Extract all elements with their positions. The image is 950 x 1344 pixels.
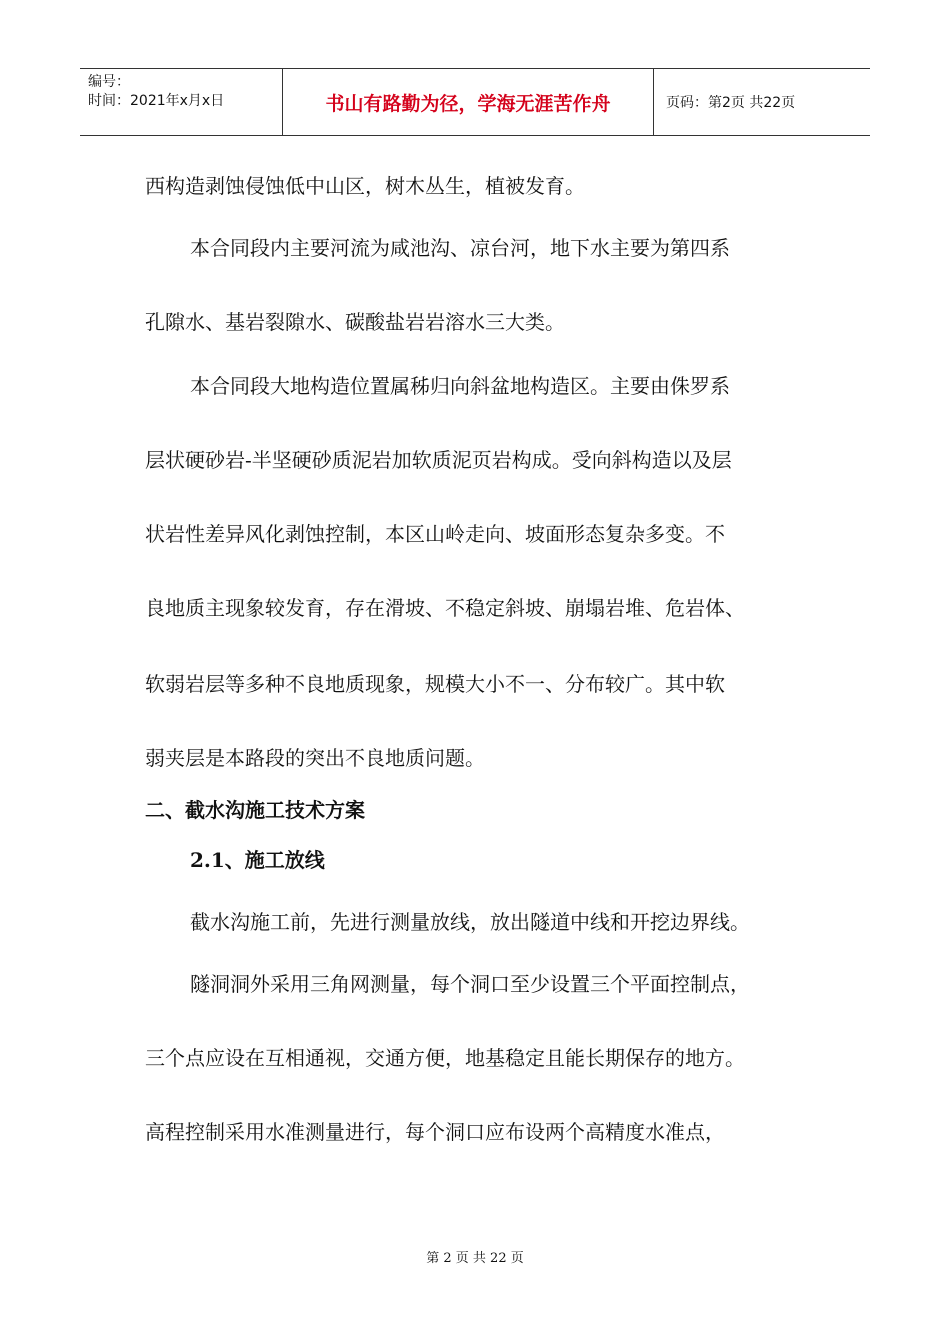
- page-header: [80, 68, 870, 136]
- paragraph-line: 截水沟施工前，先进行测量放线，放出隧道中线和开挖边界线。: [190, 910, 750, 934]
- paragraph-line: 良地质主现象较发育，存在滑坡、不稳定斜坡、崩塌岩堆、危岩体、: [145, 596, 745, 620]
- page-footer: 第 2 页 共 22 页: [426, 1251, 524, 1266]
- paragraph-line: 高程控制采用水准测量进行，每个洞口应布设两个高精度水准点，: [145, 1120, 725, 1144]
- header-page-number: 页码：第2页 共22页: [666, 95, 796, 111]
- paragraph-line: 本合同段内主要河流为咸池沟、凉台河，地下水主要为第四系: [190, 236, 730, 260]
- paragraph-line: 孔隙水、基岩裂隙水、碳酸盐岩岩溶水三大类。: [145, 310, 565, 334]
- paragraph-line: 软弱岩层等多种不良地质现象，规模大小不一、分布较广。其中软: [145, 672, 725, 696]
- paragraph-line: 状岩性差异风化剥蚀控制，本区山岭走向、坡面形态复杂多变。不: [145, 522, 725, 546]
- paragraph-line: 层状硬砂岩-半坚硬砂质泥岩加软质泥页岩构成。受向斜构造以及层: [145, 448, 732, 472]
- header-number: 编号：: [88, 74, 130, 90]
- section-heading: 二、截水沟施工技术方案: [145, 798, 365, 822]
- header-info-cell: [80, 69, 282, 135]
- paragraph-line: 弱夹层是本路段的突出不良地质问题。: [145, 746, 485, 770]
- paragraph-line: 本合同段大地构造位置属秭归向斜盆地构造区。主要由侏罗系: [190, 374, 730, 398]
- header-motto: 书山有路勤为径，学海无涯苦作舟: [282, 69, 654, 135]
- paragraph-line: 三个点应设在互相通视，交通方便，地基稳定且能长期保存的地方。: [145, 1046, 745, 1070]
- header-time: 时间：2021年x月x日: [88, 93, 225, 109]
- paragraph-line: 隧洞洞外采用三角网测量，每个洞口至少设置三个平面控制点，: [190, 972, 750, 996]
- paragraph-line: 西构造剥蚀侵蚀低中山区，树木丛生，植被发育。: [145, 174, 585, 198]
- subsection-heading: 2.1、施工放线: [190, 848, 325, 872]
